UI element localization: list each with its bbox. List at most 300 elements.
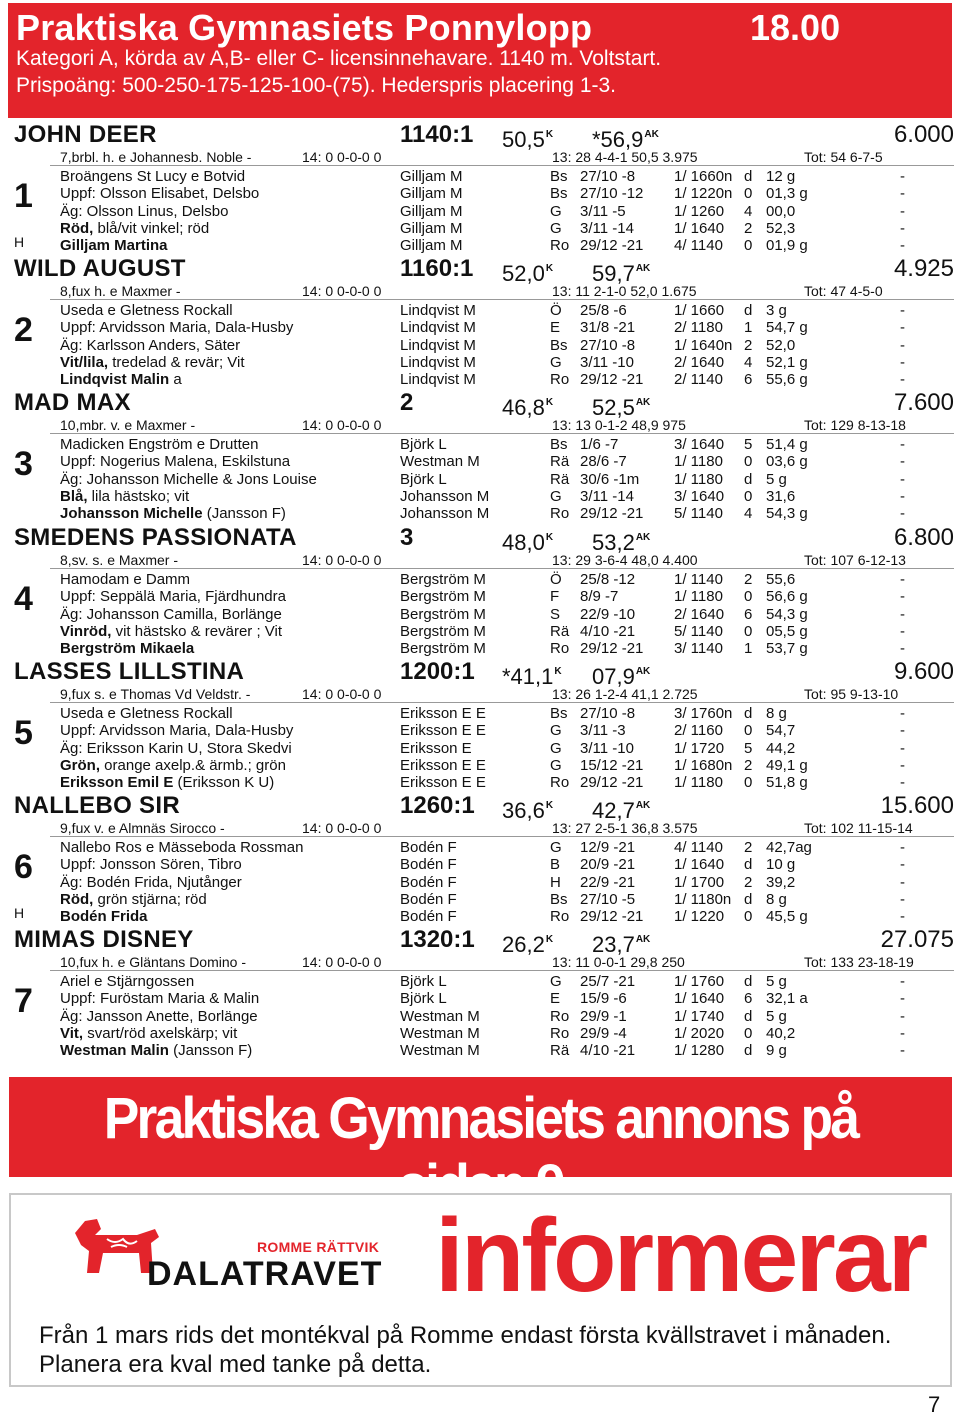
row-time: 32,1 a [766,990,808,1008]
race-entry [14,121,954,255]
prize-money: 15.600 [880,792,954,819]
record-total: Tot: 133 23-18-19 [804,954,914,970]
row-time: 05,5 g [766,622,808,640]
row-odds: - [900,756,905,774]
row-result: 1/ 1220n [674,185,733,203]
row-driver: Lindqvist M [400,319,476,337]
row-driver: Gilljam M [400,237,463,255]
row-odds: - [900,353,905,371]
row-time: 5 g [766,470,787,488]
row-track: Ö [550,302,562,319]
row-driver: Johansson M [400,505,490,523]
row-track: G [550,219,562,237]
row-track: Rä [550,1042,570,1060]
row-description [60,571,190,588]
row-track: Ro [550,774,570,792]
row-odds: - [900,336,905,354]
row-odds: - [900,705,905,722]
row-text: Äg: Karlsson Anders, Säter [60,336,241,354]
row-result: 1/ 1700 [674,873,725,891]
row-result: 1/ 1640 [674,219,725,237]
row-placing: d [744,168,753,185]
divider [50,433,954,434]
row-odds: - [900,470,905,488]
row-result: 1/ 1140 [674,571,723,588]
row-placing: 0 [744,453,753,471]
row-time: 5 g [766,1007,787,1025]
row-driver: Johansson M [400,487,490,505]
record-13: 13: 28 4-4-1 50,5 3.975 [552,149,698,165]
row-date: 3/11 -14 [580,487,634,505]
row-track: G [550,487,562,505]
row-date: 1/6 -7 [580,436,619,453]
row-bold-text: Vit/lila, [60,353,109,371]
row-odds: - [900,202,905,220]
record-total: Tot: 54 6-7-5 [804,149,883,165]
odds-ak-value: 59,7 [592,261,635,286]
row-time: 8 g [766,890,787,908]
result-row [14,571,954,588]
row-time: 10 g [766,856,796,874]
divider [50,299,954,300]
info-box [9,1193,952,1387]
row-odds: - [900,1007,905,1025]
result-row [14,874,954,891]
row-placing: 2 [744,219,753,237]
odds-k [502,122,553,153]
row-odds: - [900,622,905,640]
result-row [14,453,954,470]
start-distance: 3 [400,524,414,551]
row-odds: - [900,856,905,874]
row-description [60,722,293,739]
row-odds: - [900,908,905,926]
row-text: Useda e Gletness Rockall [60,302,233,319]
row-bold-text: Westman Malin [60,1042,169,1060]
odds-ak-value: 52,5 [592,395,635,420]
row-track: Ro [550,908,570,926]
row-placing: d [744,705,753,722]
row-result: 1/ 1260 [674,202,725,220]
row-text: Uppf: Furöstam Maria & Malin [60,990,260,1008]
row-text: Äg: Johansson Michelle & Jons Louise [60,470,317,488]
row-time: 39,2 [766,873,796,891]
row-text: Äg: Bodén Frida, Njutånger [60,873,242,891]
row-text: Uppf: Olsson Elisabet, Delsbo [60,185,260,203]
result-row [14,990,954,1007]
row-date: 29/12 -21 [580,237,644,255]
row-date: 29/12 -21 [580,640,644,658]
row-bold-text: Gilljam Martina [60,237,168,255]
horse-info: 7,brbl. h. e Johannesb. Noble - [60,149,252,165]
start-number: 4 [14,580,33,618]
row-time: 00,0 [766,202,796,220]
row-placing: 1 [744,640,753,658]
race-entry [14,926,954,1060]
start-number: 1 [14,177,33,215]
row-odds: - [900,722,905,740]
row-date: 3/11 -14 [580,219,634,237]
row-text: lila hästsko; vit [87,487,190,505]
row-description [60,740,292,757]
start-distance: 1320:1 [400,926,475,953]
row-track: Ro [550,237,570,255]
row-driver: Westman M [400,1042,480,1060]
row-date: 8/9 -7 [580,588,619,606]
row-result: 1/ 1760 [674,973,725,990]
row-result: 4/ 1140 [674,237,723,255]
row-date: 22/9 -10 [580,605,636,623]
row-odds: - [900,873,905,891]
row-time: 01,9 g [766,237,808,255]
row-description [60,488,189,505]
odds-ak-sup: AK [635,934,651,945]
row-description [60,891,207,908]
row-time: 01,3 g [766,185,808,203]
row-placing: 2 [744,756,753,774]
row-text: Äg: Johansson Camilla, Borlänge [60,605,282,623]
row-description [60,337,240,354]
result-row [14,588,954,605]
prize-money: 27.075 [880,926,954,953]
odds-k-sup: K [554,666,562,677]
row-placing: 0 [744,237,753,255]
record-14: 14: 0 0-0-0 0 [302,686,382,702]
race-header [8,3,952,118]
row-description [60,220,209,237]
row-track: Bs [550,436,568,453]
row-date: 4/10 -21 [580,1042,636,1060]
result-row [14,606,954,623]
row-text: Broängens St Lucy e Botvid [60,168,246,185]
row-result: 3/ 1140 [674,640,723,658]
row-result: 1/ 1640 [674,990,725,1008]
record-14: 14: 0 0-0-0 0 [302,954,382,970]
row-driver: Bodén F [400,856,457,874]
row-driver: Bergström M [400,605,486,623]
row-placing: 6 [744,990,753,1008]
row-odds: - [900,890,905,908]
row-description [60,1025,237,1042]
row-text: Ariel e Stjärngossen [60,973,195,990]
row-time: 55,6 [766,571,796,588]
result-row [14,973,954,990]
result-row [14,168,954,185]
row-track: E [550,990,561,1008]
horse-name: NALLEBO SIR [14,792,180,819]
record-13: 13: 27 2-5-1 36,8 3.575 [552,820,698,836]
row-driver: Lindqvist M [400,371,476,389]
row-description [60,168,245,185]
row-result: 1/ 1640 [674,856,725,874]
row-time: 52,1 g [766,353,808,371]
row-date: 29/12 -21 [580,371,644,389]
row-description [60,839,303,856]
odds-k-sup: K [545,129,554,140]
record-14: 14: 0 0-0-0 0 [302,552,382,568]
start-number: 3 [14,445,33,483]
record-13: 13: 11 0-0-1 29,8 250 [552,954,685,970]
row-result: 1/ 1740 [674,1007,725,1025]
start-number: 2 [14,311,33,349]
row-text: Uppf: Seppälä Maria, Fjärdhundra [60,588,286,606]
row-description [60,302,233,319]
row-placing: 0 [744,185,753,203]
odds-k [502,793,553,824]
row-result: 2/ 1140 [674,371,723,389]
row-result: 1/ 2020 [674,1024,725,1042]
row-odds: - [900,487,905,505]
row-time: 52,3 [766,219,796,237]
odds-k-sup: K [545,397,554,408]
row-odds: - [900,505,905,523]
row-placing: 0 [744,622,753,640]
row-date: 20/9 -21 [580,856,636,874]
odds-ak-sup: AK [644,129,659,140]
row-track: Bs [550,705,568,722]
result-row [14,1025,954,1042]
row-text: a [169,371,182,389]
row-track: Rä [550,470,570,488]
row-description [60,436,258,453]
row-result: 1/ 1180 [674,470,723,488]
result-row [14,505,954,522]
row-text: Madicken Engström e Drutten [60,436,259,453]
row-time: 31,6 [766,487,796,505]
row-driver: Westman M [400,453,480,471]
result-row [14,774,954,791]
row-odds: - [900,453,905,471]
odds-ak-value: 42,7 [592,798,635,823]
result-row [14,856,954,873]
row-driver: Eriksson E E [400,722,486,740]
row-placing: 2 [744,336,753,354]
row-bold-text: Lindqvist Malin [60,371,170,389]
page-number: 7 [928,1392,941,1417]
odds-ak-sup: AK [635,666,651,677]
row-description [60,774,274,791]
horse-info: 9,fux s. e Thomas Vd Veldstr. - [60,686,251,702]
row-odds: - [900,436,905,453]
start-number: 5 [14,714,33,752]
row-time: 54,3 g [766,605,808,623]
odds-ak-sup: AK [635,800,651,811]
row-placing: 2 [744,571,753,588]
result-row [14,640,954,657]
row-bold-text: Grön, [60,756,100,774]
result-row [14,436,954,453]
row-text: Äg: Jansson Anette, Borlänge [60,1007,258,1025]
row-driver: Gilljam M [400,219,463,237]
horse-name: MIMAS DISNEY [14,926,194,953]
row-date: 27/10 -8 [580,705,636,722]
result-row [14,319,954,336]
race-time: 18.00 [750,7,841,48]
row-time: 03,6 g [766,453,808,471]
flag-marker: H [14,234,25,250]
result-row [14,337,954,354]
row-odds: - [900,185,905,203]
row-time: 51,4 g [766,436,808,453]
romme-rattvik-label: ROMME RÄTTVIK [257,1239,380,1255]
row-driver: Björk L [400,436,447,453]
row-text: Uppf: Jonsson Sören, Tibro [60,856,242,874]
result-row [14,757,954,774]
race-prize-points: Prispoäng: 500-250-175-125-100-(75). Hederspris placering 1-3. [16,74,617,97]
row-description [60,505,286,522]
row-track: E [550,319,561,337]
row-result: 2/ 1180 [674,319,723,337]
row-driver: Lindqvist M [400,353,476,371]
row-odds: - [900,990,905,1008]
row-time: 44,2 [766,739,796,757]
row-description [60,973,194,990]
row-text: Useda e Gletness Rockall [60,705,233,722]
start-distance: 2 [400,389,414,416]
row-track: Ö [550,571,562,588]
row-time: 55,6 g [766,371,808,389]
row-placing: 4 [744,505,753,523]
row-driver: Bergström M [400,622,486,640]
row-driver: Eriksson E E [400,705,486,722]
row-description [60,319,293,336]
row-track: Bs [550,168,568,185]
row-text: (Eriksson K U) [173,774,275,792]
race-entry [14,389,954,523]
row-text: Uppf: Arvidsson Maria, Dala-Husby [60,722,294,740]
row-time: 54,7 [766,722,796,740]
horse-name: JOHN DEER [14,121,157,148]
row-time: 42,7ag [766,839,812,856]
row-placing: 4 [744,202,753,220]
row-description [60,237,168,254]
odds-k-value: 36,6 [502,798,545,823]
ad-banner [9,1077,952,1218]
row-result: 1/ 1280 [674,1042,725,1060]
odds-ak-value: 23,7 [592,932,635,957]
row-description [60,623,282,640]
odds-k-value: 52,0 [502,261,545,286]
row-date: 22/9 -21 [580,873,636,891]
row-placing: d [744,1007,753,1025]
race-title: Praktiska Gymnasiets Ponnylopp [16,7,593,48]
row-result: 2/ 1640 [674,605,725,623]
row-date: 25/8 -6 [580,302,627,319]
row-track: Ro [550,1024,570,1042]
row-placing: 0 [744,487,753,505]
race-entry [14,524,954,658]
row-text: svart/röd axelskärp; vit [83,1024,238,1042]
record-14: 14: 0 0-0-0 0 [302,820,382,836]
info-text: Från 1 mars rids det montékval på Romme endast första kvällstravet i månaden. Planera era kval med tanke på detta. [39,1322,892,1378]
result-row [14,839,954,856]
record-14: 14: 0 0-0-0 0 [302,283,382,299]
row-driver: Westman M [400,1024,480,1042]
result-row [14,371,954,388]
row-date: 25/8 -12 [580,571,636,588]
row-track: H [550,873,561,891]
row-date: 3/11 -5 [580,202,626,220]
result-row [14,203,954,220]
row-description [60,606,282,623]
row-odds: - [900,774,905,792]
row-odds: - [900,739,905,757]
row-placing: 2 [744,839,753,856]
result-row [14,354,954,371]
row-text: Äg: Olsson Linus, Delsbo [60,202,229,220]
row-track: G [550,839,562,856]
row-time: 9 g [766,1042,787,1060]
row-driver: Eriksson E E [400,774,486,792]
row-driver: Westman M [400,1007,480,1025]
row-date: 27/10 -8 [580,168,636,185]
result-row [14,908,954,925]
record-13: 13: 26 1-2-4 41,1 2.725 [552,686,698,702]
row-result: 1/ 1720 [674,739,725,757]
row-placing: d [744,470,753,488]
row-placing: 5 [744,436,753,453]
row-result: 1/ 1180 [674,588,723,606]
row-placing: 0 [744,908,753,926]
row-result: 1/ 1640n [674,336,733,354]
row-odds: - [900,1042,905,1060]
row-description [60,471,317,488]
record-total: Tot: 47 4-5-0 [804,283,883,299]
horse-info: 10,mbr. v. e Maxmer - [60,417,196,433]
row-odds: - [900,588,905,606]
row-time: 12 g [766,168,796,185]
row-driver: Lindqvist M [400,336,476,354]
row-bold-text: Bergström Mikaela [60,640,195,658]
flag-marker: H [14,905,25,921]
row-result: 5/ 1140 [674,505,723,523]
row-placing: 5 [744,739,753,757]
odds-ak-sup: AK [635,263,651,274]
row-track: G [550,353,562,371]
row-text: Uppf: Arvidsson Maria, Dala-Husby [60,319,294,337]
row-result: 4/ 1140 [674,839,723,856]
odds-k-sup: K [545,263,554,274]
row-odds: - [900,237,905,255]
start-distance: 1160:1 [400,255,474,282]
row-driver: Bodén F [400,890,457,908]
row-track: B [550,856,561,874]
row-text: (Jansson F) [202,505,286,523]
row-odds: - [900,839,905,856]
row-track: S [550,605,561,623]
row-driver: Björk L [400,470,447,488]
divider [50,970,954,971]
row-driver: Björk L [400,973,447,990]
odds-ak-value: 53,2 [592,530,635,555]
horse-name: LASSES LILLSTINA [14,658,245,685]
row-time: 49,1 g [766,756,808,774]
odds-k [502,390,553,421]
row-odds: - [900,1024,905,1042]
divider [50,165,954,166]
row-bold-text: Blå, [60,487,88,505]
row-driver: Bergström M [400,571,486,588]
row-track: Bs [550,890,568,908]
row-time: 54,3 g [766,505,808,523]
race-conditions: Kategori A, körda av A,B- eller C- licensinnehavare. 1140 m. Voltstart. [16,47,662,70]
row-placing: 0 [744,588,753,606]
row-bold-text: Eriksson Emil E [60,774,174,792]
row-driver: Bergström M [400,640,486,658]
row-description [60,185,259,202]
row-text: grön stjärna; röd [93,890,207,908]
row-date: 12/9 -21 [580,839,636,856]
